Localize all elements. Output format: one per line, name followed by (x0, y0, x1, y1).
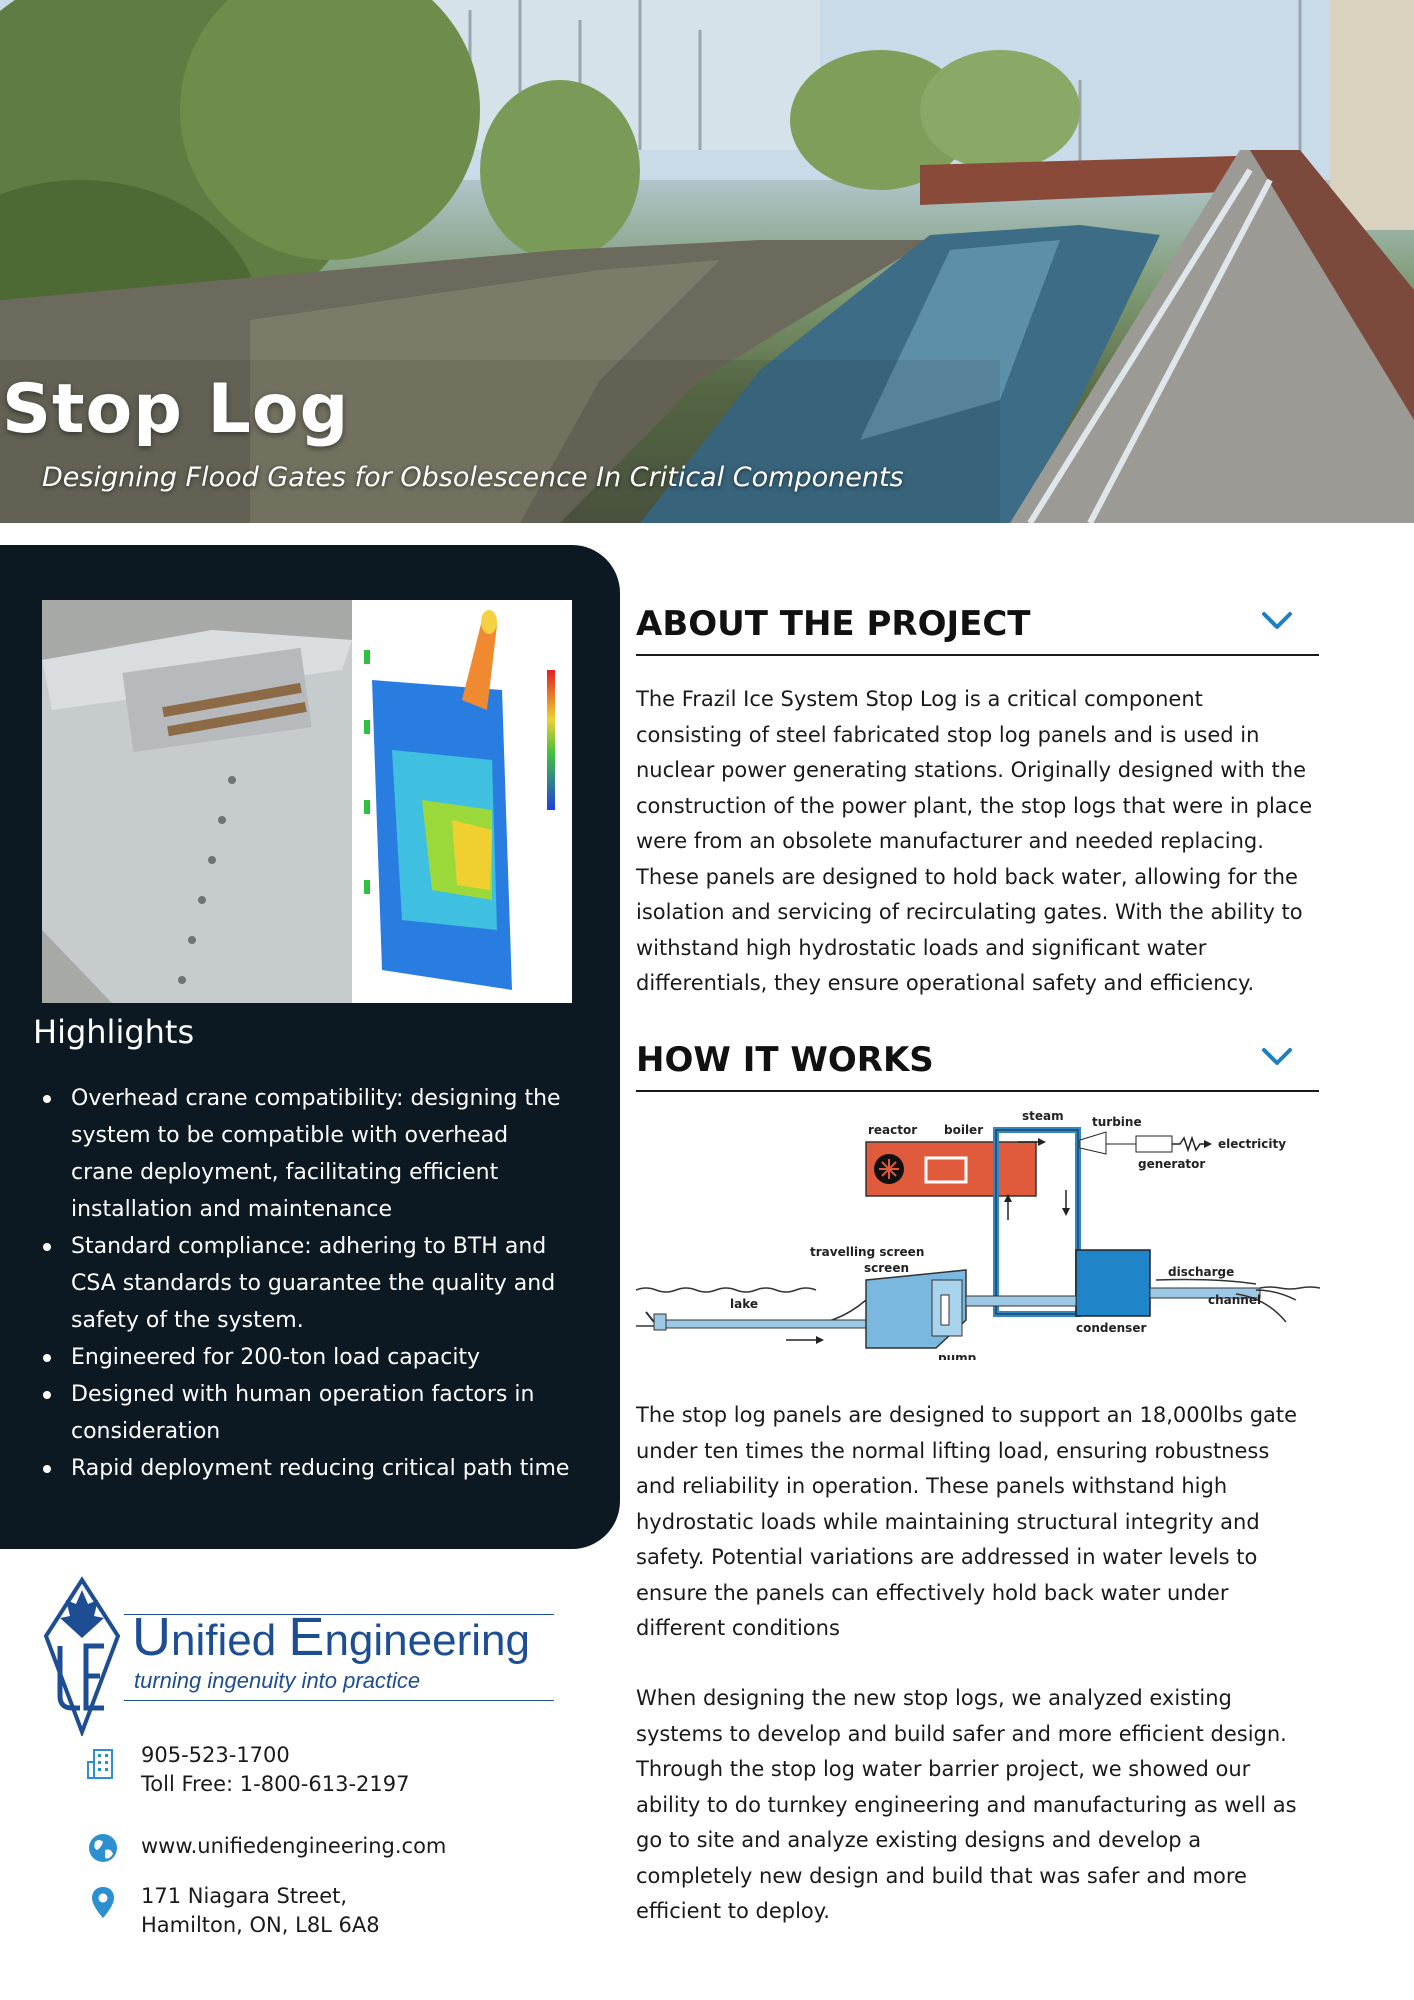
list-item: Engineered for 200-ton load capacity (40, 1339, 570, 1376)
address-line-2: Hamilton, ON, L8L 6A8 (141, 1913, 380, 1937)
chevron-down-icon[interactable] (1261, 1046, 1293, 1068)
about-heading: ABOUT THE PROJECT (636, 604, 1031, 644)
diagram-label-steam: steam (1022, 1109, 1064, 1123)
diagram-label-reactor: reactor (868, 1123, 918, 1137)
page-subtitle: Designing Flood Gates for Obsolescence In Critical Components (42, 462, 904, 493)
diagram-label-channel: channel (1208, 1293, 1262, 1307)
logo-divider-bottom (124, 1700, 554, 1701)
diagram-label-boiler: boiler (944, 1123, 984, 1137)
page-title: Stop Log (2, 370, 350, 449)
how-heading: HOW IT WORKS (636, 1040, 934, 1080)
maple-leaf-shield-icon (42, 1576, 122, 1736)
diagram-label-electricity: electricity (1218, 1137, 1287, 1151)
phone-number: 905-523-1700 (141, 1743, 290, 1767)
contact-address (85, 1882, 545, 1942)
how-section-header[interactable] (636, 1032, 1319, 1092)
company-tagline: turning ingenuity into practice (134, 1668, 421, 1693)
chevron-down-icon[interactable] (1261, 610, 1293, 632)
diagram-label-travelling-screen: travelling screen (810, 1245, 925, 1259)
diagram-label-condenser: condenser (1076, 1321, 1147, 1335)
contact-phone (85, 1742, 545, 1802)
company-name: Unified Engineering (132, 1607, 530, 1667)
list-item: Designed with human operation factors in consideration (40, 1376, 570, 1450)
diagram-label-discharge: discharge (1168, 1265, 1235, 1279)
power-plant-diagram (636, 1100, 1320, 1360)
stop-log-photo-and-fea-render (42, 600, 572, 1003)
how-paragraph-1: The stop log panels are designed to support an 18,000lbs gate under ten times the normal lifting load, ensuring robustness and reliability in operation. These panels withstand high hydrostatic loads while maintaining structural integrity and safety. Potential variations are addressed in water levels to ensure the panels can effectively hold back water under different conditions (636, 1403, 1298, 1640)
toll-free-number: Toll Free: 1-800-613-2197 (141, 1772, 410, 1796)
list-item: Overhead crane compatibility: designing the system to be compatible with overhead crane deployment, facilitating efficient installation and maintenance (40, 1080, 570, 1228)
diagram-label-screen: screen (864, 1261, 909, 1275)
list-item: Standard compliance: adhering to BTH and CSA standards to guarantee the quality and safety of the system. (40, 1228, 570, 1339)
how-paragraph-2: When designing the new stop logs, we analyzed existing systems to develop and build safer and more efficient design. Through the stop log water barrier project, we showed our ability to do turnkey engineering and manufacturing as well as go to site and analyze existing designs and develop a completely new design and build that was safer and more efficient to deploy. (636, 1686, 1297, 1923)
highlights-heading: Highlights (33, 1013, 195, 1051)
about-paragraph: The Frazil Ice System Stop Log is a critical component consisting of steel fabricated stop log panels and is used in nuclear power generating stations. Originally designed with the construction of the power plant, the stop logs that were in place were from an obsolete manufacturer and needed replacing. These panels are designed to hold back water, allowing for the isolation and servicing of recirculating gates. With the ability to withstand high hydrostatic loads and significant water differentials, they ensure operational safety and efficiency. (636, 687, 1313, 995)
hero-banner (0, 0, 1414, 523)
office-building-icon (85, 1744, 121, 1780)
website-link[interactable]: www.unifiedengineering.com (141, 1834, 447, 1858)
list-item: Rapid deployment reducing critical path time (40, 1450, 570, 1487)
about-section-header[interactable] (636, 596, 1319, 656)
power-plant-schematic (636, 1100, 1320, 1360)
diagram-label-generator: generator (1138, 1157, 1206, 1171)
diagram-label-pump: pump (938, 1351, 977, 1360)
company-logo (42, 1576, 562, 1736)
address-line-1: 171 Niagara Street, (141, 1884, 348, 1908)
diagram-label-lake: lake (730, 1297, 759, 1311)
location-pin-icon (85, 1884, 121, 1920)
diagram-label-turbine: turbine (1092, 1115, 1142, 1129)
contact-website (85, 1828, 545, 1868)
stop-log-images (42, 600, 572, 1003)
globe-icon (85, 1830, 121, 1866)
highlights-list (40, 1080, 570, 1487)
